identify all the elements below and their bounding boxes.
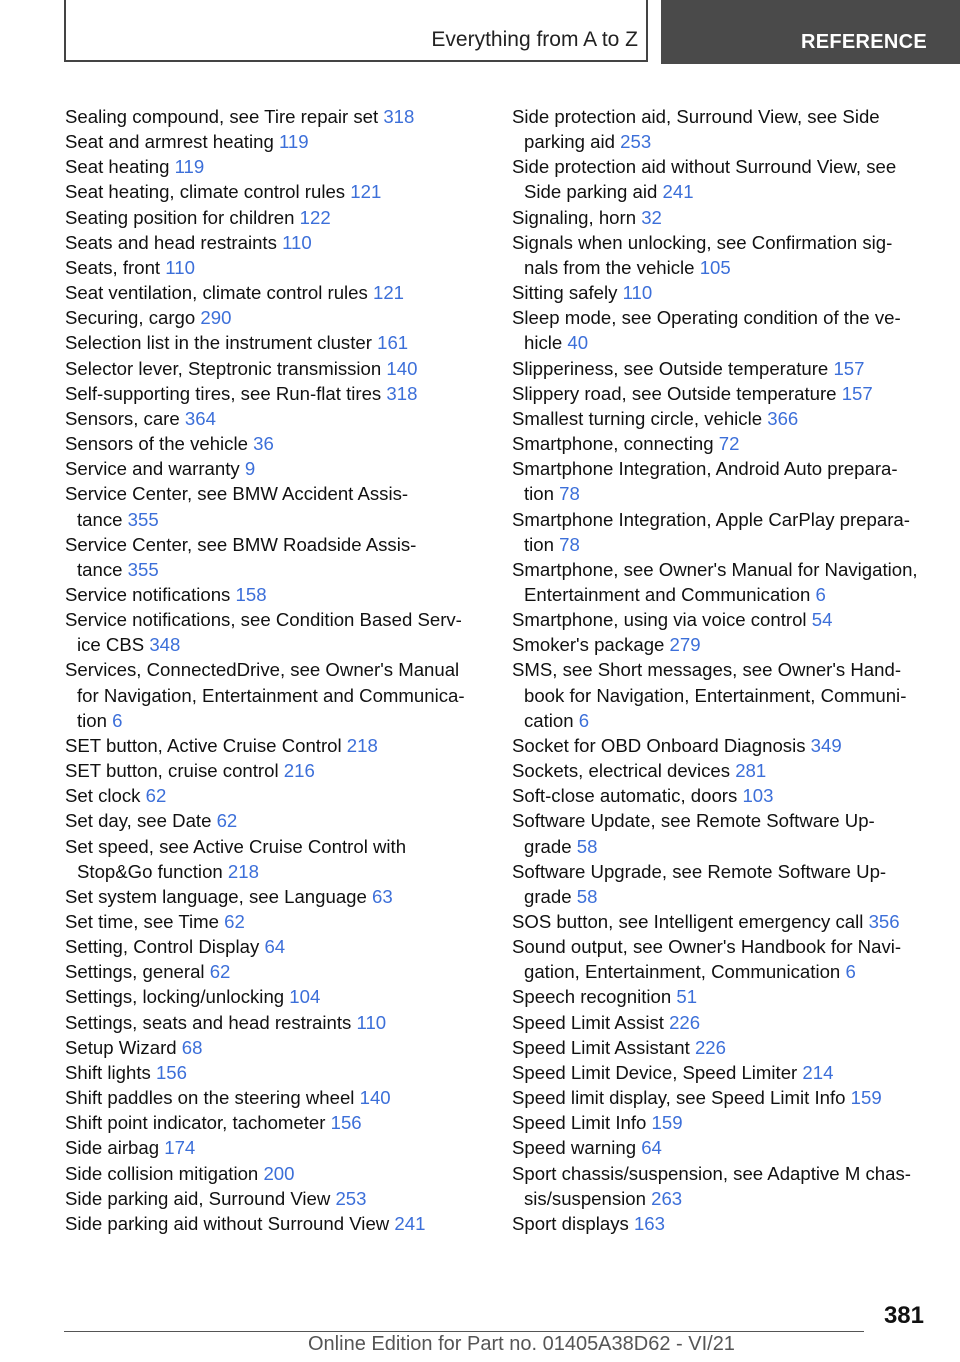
page-number: 381 bbox=[883, 1302, 924, 1329]
index-entry bbox=[512, 1085, 932, 1110]
index-column-right bbox=[512, 104, 932, 1236]
page-link[interactable]: 62 bbox=[224, 911, 245, 932]
index-entry bbox=[65, 959, 485, 984]
entry-text: Speed limit display, see Speed Limit Info bbox=[512, 1087, 851, 1109]
page-link[interactable]: 140 bbox=[359, 1087, 391, 1109]
index-entry bbox=[65, 1010, 485, 1035]
page-link[interactable]: 355 bbox=[127, 508, 159, 530]
entry-text: Shift paddles on the steering wheel bbox=[65, 1087, 360, 1109]
page-link[interactable]: 54 bbox=[811, 609, 833, 631]
index-entry bbox=[65, 1211, 485, 1236]
index-entry bbox=[65, 305, 485, 330]
index-entry bbox=[65, 1060, 485, 1085]
index-entry bbox=[512, 1135, 932, 1160]
index-entry bbox=[512, 934, 932, 984]
entry-text: Slipperiness, see Outside temperature bbox=[512, 357, 834, 379]
entry-text: Settings, general bbox=[65, 961, 210, 983]
reference-tab-label: REFERENCE bbox=[801, 31, 928, 53]
page-link[interactable]: 159 bbox=[651, 1112, 683, 1134]
page-link[interactable]: 119 bbox=[278, 131, 309, 153]
entry-text: tance bbox=[77, 508, 128, 530]
entry-text: Software Update, see Remote Software Up- bbox=[512, 810, 875, 832]
page-link[interactable]: 119 bbox=[174, 156, 205, 178]
entry-text: gation, Entertainment, Communication bbox=[524, 961, 846, 983]
page-link[interactable]: 253 bbox=[335, 1187, 367, 1209]
entry-text: tance bbox=[77, 558, 128, 580]
entry-text: Speed Limit Assist bbox=[512, 1011, 670, 1033]
entry-text: tion bbox=[524, 533, 560, 555]
entry-text: Side collision mitigation bbox=[65, 1162, 264, 1184]
entry-text: SET button, cruise control bbox=[65, 760, 284, 782]
index-entry bbox=[65, 607, 485, 657]
entry-text: Securing, cargo bbox=[65, 307, 201, 329]
index-entry bbox=[65, 330, 485, 355]
entry-text: Seats, front bbox=[65, 256, 166, 278]
entry-text: Smoker's package bbox=[512, 634, 670, 656]
entry-text: Self-supporting tires, see Run-flat tires bbox=[65, 382, 387, 404]
page-link[interactable]: 200 bbox=[263, 1162, 295, 1184]
entry-text: Settings, seats and head restraints bbox=[65, 1011, 357, 1033]
entry-text: nals from the vehicle bbox=[524, 256, 700, 278]
page-link[interactable]: 159 bbox=[850, 1087, 882, 1109]
index-entry bbox=[512, 280, 932, 305]
index-entry bbox=[65, 582, 485, 607]
entry-text: book for Navigation, Entertainment, Communi- bbox=[524, 684, 907, 706]
entry-text: for Navigation, Entertainment and Communica- bbox=[77, 684, 465, 706]
index-entry bbox=[512, 1035, 932, 1060]
index-entry bbox=[65, 280, 485, 305]
index-entry bbox=[65, 657, 485, 732]
entry-text: Slippery road, see Outside temperature bbox=[512, 382, 842, 404]
page-link[interactable]: 64 bbox=[264, 936, 286, 958]
entry-text: Service Center, see BMW Roadside Assis- bbox=[65, 533, 417, 555]
entry-text: Speed Limit Device, Speed Limiter bbox=[512, 1061, 803, 1083]
entry-text: Set speed, see Active Cruise Control with bbox=[65, 835, 407, 857]
index-entry bbox=[512, 557, 932, 607]
index-entry bbox=[65, 1085, 485, 1110]
index-entry bbox=[65, 783, 485, 808]
index-entry bbox=[65, 909, 485, 934]
index-entry bbox=[512, 356, 932, 381]
page-link[interactable]: 218 bbox=[346, 734, 378, 756]
entry-text: Socket for OBD Onboard Diagnosis bbox=[512, 734, 811, 756]
page-link[interactable]: 32 bbox=[641, 206, 662, 228]
page-link[interactable]: 281 bbox=[735, 760, 767, 782]
page-link[interactable]: 253 bbox=[620, 131, 652, 153]
index-entry bbox=[65, 934, 485, 959]
entry-text: Side parking aid without Surround View bbox=[65, 1212, 395, 1234]
entry-text: Seating position for children bbox=[65, 206, 300, 228]
entry-text: Side airbag bbox=[65, 1137, 165, 1159]
index-entry bbox=[65, 1035, 485, 1060]
footer-edition: Online Edition for Part no. 01405A38D62 - VI/21 bbox=[308, 1333, 735, 1355]
index-entry bbox=[65, 1186, 485, 1211]
index-entry bbox=[512, 381, 932, 406]
entry-text: tion bbox=[524, 483, 560, 505]
index-entry bbox=[512, 783, 932, 808]
index-entry bbox=[65, 1135, 485, 1160]
index-entry bbox=[65, 733, 485, 758]
entry-text: sis/suspension bbox=[524, 1187, 652, 1209]
page-link[interactable]: 103 bbox=[742, 785, 774, 807]
entry-text: Seat heating bbox=[65, 156, 175, 178]
entry-text: Service and warranty bbox=[65, 458, 245, 480]
page-link[interactable]: 157 bbox=[841, 382, 873, 404]
page-link[interactable]: 72 bbox=[718, 433, 740, 455]
page-link[interactable]: 161 bbox=[377, 332, 409, 354]
entry-text: grade bbox=[524, 835, 577, 857]
entry-text: Shift lights bbox=[65, 1061, 156, 1083]
page-link[interactable]: 355 bbox=[127, 558, 159, 580]
entry-text: tion bbox=[77, 709, 113, 731]
page-link[interactable]: 174 bbox=[164, 1137, 196, 1159]
entry-text: Set clock bbox=[65, 785, 146, 807]
page-link[interactable]: 62 bbox=[216, 810, 238, 832]
entry-text: cation bbox=[524, 709, 579, 731]
page-link[interactable]: 110 bbox=[622, 282, 653, 304]
index-entry bbox=[512, 758, 932, 783]
entry-text: Speed warning bbox=[512, 1137, 642, 1159]
index-entry bbox=[65, 808, 485, 833]
entry-text: Smallest turning circle, vehicle bbox=[512, 407, 768, 429]
index-entry bbox=[512, 1060, 932, 1085]
page-link[interactable]: 62 bbox=[209, 961, 231, 983]
entry-text: Side parking aid bbox=[524, 181, 663, 203]
entry-text: Side parking aid, Surround View bbox=[65, 1187, 336, 1209]
index-entry bbox=[65, 255, 485, 280]
page-link[interactable]: 226 bbox=[669, 1011, 701, 1033]
page-link[interactable]: 110 bbox=[282, 231, 312, 253]
entry-text: Sport chassis/suspension, see Adaptive M chas- bbox=[512, 1162, 911, 1184]
entry-text: Settings, locking/unlocking bbox=[65, 986, 290, 1008]
page-link[interactable]: 216 bbox=[283, 760, 315, 782]
index-entry bbox=[65, 884, 485, 909]
index-entry bbox=[512, 154, 932, 204]
page-link[interactable]: 263 bbox=[651, 1187, 683, 1209]
entry-text: Side protection aid, Surround View, see Side bbox=[512, 106, 880, 127]
page-link[interactable]: 62 bbox=[145, 785, 167, 807]
entry-text: Signals when unlocking, see Confirmation sig- bbox=[512, 231, 893, 253]
page-link[interactable]: 349 bbox=[810, 734, 842, 756]
page-link[interactable]: 366 bbox=[767, 407, 799, 429]
page-link[interactable]: 348 bbox=[149, 634, 181, 656]
entry-text: Speed Limit Assistant bbox=[512, 1036, 695, 1058]
entry-text: Smartphone Integration, Apple CarPlay prepara- bbox=[512, 508, 910, 530]
page-link[interactable]: 51 bbox=[676, 986, 698, 1008]
index-entry bbox=[512, 104, 932, 154]
page-link[interactable]: 105 bbox=[699, 256, 731, 278]
index-entry bbox=[512, 859, 932, 909]
page-link[interactable]: 121 bbox=[350, 181, 382, 203]
index-entry bbox=[512, 1110, 932, 1135]
entry-text: Sound output, see Owner's Handbook for Navi- bbox=[512, 936, 902, 958]
page-link[interactable]: 364 bbox=[184, 407, 216, 429]
index-entry bbox=[65, 205, 485, 230]
index-entry bbox=[65, 532, 485, 582]
entry-text: Sleep mode, see Operating condition of the ve- bbox=[512, 307, 901, 329]
index-entry bbox=[65, 356, 485, 381]
entry-text: Set day, see Date bbox=[65, 810, 217, 832]
entry-text: Sitting safely bbox=[512, 282, 623, 304]
entry-text: Set system language, see Language bbox=[65, 885, 373, 907]
entry-text: Selection list in the instrument cluster bbox=[65, 332, 378, 354]
page-link[interactable]: 356 bbox=[868, 911, 900, 932]
index-entry bbox=[512, 607, 932, 632]
entry-text: SET button, Active Cruise Control bbox=[65, 734, 347, 756]
entry-text: Seat heating, climate control rules bbox=[65, 181, 351, 203]
page-link[interactable]: 241 bbox=[662, 181, 694, 203]
entry-text: Setting, Control Display bbox=[65, 936, 265, 958]
page-link[interactable]: 122 bbox=[299, 206, 331, 228]
page-link[interactable]: 318 bbox=[383, 106, 415, 127]
index-entry bbox=[65, 984, 485, 1009]
page-link[interactable]: 158 bbox=[235, 583, 267, 605]
entry-text: parking aid bbox=[524, 131, 621, 153]
entry-text: Side protection aid without Surround View, see bbox=[512, 156, 897, 178]
reference-tab bbox=[661, 0, 960, 64]
page-link[interactable]: 40 bbox=[567, 332, 589, 354]
index-entry bbox=[512, 984, 932, 1009]
index-entry bbox=[512, 909, 932, 934]
index-entry bbox=[512, 1161, 932, 1211]
entry-text: Smartphone Integration, Android Auto prepara- bbox=[512, 458, 898, 480]
index-entry bbox=[512, 657, 932, 732]
index-entry bbox=[65, 406, 485, 431]
page-link[interactable]: 279 bbox=[669, 634, 701, 656]
entry-text: grade bbox=[524, 885, 577, 907]
page-link[interactable]: 318 bbox=[386, 382, 418, 404]
page-link[interactable]: 36 bbox=[253, 433, 274, 455]
entry-text: Service notifications, see Condition Based Serv- bbox=[65, 609, 462, 631]
entry-text: ice CBS bbox=[77, 634, 150, 656]
page-link[interactable]: 6 bbox=[815, 583, 826, 605]
index-column-left bbox=[65, 104, 485, 1236]
page-link[interactable]: 163 bbox=[633, 1212, 665, 1234]
page-link[interactable]: 110 bbox=[165, 256, 195, 278]
index-entry bbox=[65, 1110, 485, 1135]
page-link[interactable]: 63 bbox=[372, 885, 393, 907]
index-entry bbox=[512, 632, 932, 657]
index-entry bbox=[512, 406, 932, 431]
page-link[interactable]: 64 bbox=[641, 1137, 662, 1159]
page-link[interactable]: 9 bbox=[244, 458, 256, 480]
index-entry bbox=[512, 230, 932, 280]
entry-text: Sensors, care bbox=[65, 407, 185, 429]
page-link[interactable]: 68 bbox=[181, 1036, 203, 1058]
entry-text: Sealing compound, see Tire repair set bbox=[65, 106, 384, 127]
page-header bbox=[0, 0, 960, 66]
page-link[interactable]: 78 bbox=[559, 483, 580, 505]
index-entry bbox=[512, 733, 932, 758]
entry-text: Shift point indicator, tachometer bbox=[65, 1112, 331, 1134]
index-entry bbox=[512, 456, 932, 506]
index-entry bbox=[65, 104, 485, 129]
footer-divider bbox=[64, 1331, 864, 1332]
index-entry bbox=[65, 456, 485, 481]
index-entry bbox=[65, 481, 485, 531]
page-link[interactable]: 6 bbox=[578, 709, 590, 731]
index-entry bbox=[512, 205, 932, 230]
entry-text: Smartphone, using via voice control bbox=[512, 609, 812, 631]
index-entry bbox=[65, 431, 485, 456]
index-entry bbox=[65, 154, 485, 179]
index-entry bbox=[65, 179, 485, 204]
entry-text: Seat and armrest heating bbox=[65, 131, 279, 153]
entry-text: Seats and head restraints bbox=[65, 231, 283, 253]
page-link[interactable]: 218 bbox=[227, 860, 259, 882]
entry-text: Sockets, electrical devices bbox=[512, 760, 736, 782]
entry-text: Signaling, horn bbox=[512, 206, 642, 228]
index-entry bbox=[65, 381, 485, 406]
entry-text: Setup Wizard bbox=[65, 1036, 182, 1058]
entry-text: Selector lever, Steptronic transmission bbox=[65, 357, 387, 379]
index-entry bbox=[65, 834, 485, 884]
entry-text: Speed Limit Info bbox=[512, 1112, 652, 1134]
page-link[interactable]: 58 bbox=[576, 835, 598, 857]
entry-text: Software Upgrade, see Remote Software Up- bbox=[512, 860, 887, 882]
page-link[interactable]: 290 bbox=[200, 307, 232, 329]
index-entry bbox=[512, 1010, 932, 1035]
index-entry bbox=[65, 758, 485, 783]
index-entry bbox=[65, 1161, 485, 1186]
page-link[interactable]: 156 bbox=[155, 1061, 187, 1083]
entry-text: Smartphone, connecting bbox=[512, 433, 719, 455]
page-link[interactable]: 156 bbox=[330, 1112, 362, 1134]
index-entry bbox=[65, 230, 485, 255]
index-entry bbox=[512, 1211, 932, 1236]
page-link[interactable]: 121 bbox=[372, 282, 405, 304]
page-link[interactable]: 6 bbox=[845, 961, 856, 983]
entry-text: Soft-close automatic, doors bbox=[512, 785, 743, 807]
entry-text: Sensors of the vehicle bbox=[65, 433, 254, 455]
entry-text: Service Center, see BMW Accident Assis- bbox=[65, 483, 409, 505]
index-entry bbox=[512, 431, 932, 456]
page-link[interactable]: 157 bbox=[833, 357, 865, 379]
entry-text: Speech recognition bbox=[512, 986, 677, 1008]
index-entry bbox=[512, 305, 932, 355]
entry-text: SOS button, see Intelligent emergency call bbox=[512, 911, 869, 932]
page-link[interactable]: 104 bbox=[289, 986, 321, 1008]
entry-text: SMS, see Short messages, see Owner's Hand- bbox=[512, 659, 902, 681]
page-link[interactable]: 6 bbox=[112, 709, 123, 731]
page-link[interactable]: 241 bbox=[394, 1212, 426, 1234]
entry-text: hicle bbox=[524, 332, 568, 354]
entry-text: Sport displays bbox=[512, 1212, 634, 1234]
entry-text: Set time, see Time bbox=[65, 911, 225, 932]
page-link[interactable]: 214 bbox=[802, 1061, 834, 1083]
index-entry bbox=[512, 507, 932, 557]
entry-text: Seat ventilation, climate control rules bbox=[65, 282, 373, 304]
entry-text: Entertainment and Communication bbox=[524, 583, 816, 605]
page-link[interactable]: 110 bbox=[356, 1011, 387, 1033]
page-link[interactable]: 140 bbox=[386, 357, 418, 379]
index-entry bbox=[65, 129, 485, 154]
page-link[interactable]: 226 bbox=[694, 1036, 726, 1058]
entry-text: Smartphone, see Owner's Manual for Navigation, bbox=[512, 558, 918, 580]
entry-text: Service notifications bbox=[65, 583, 236, 605]
index-entry bbox=[512, 808, 932, 858]
entry-text: Services, ConnectedDrive, see Owner's Manual bbox=[65, 659, 460, 681]
section-title: Everything from A to Z bbox=[431, 28, 638, 51]
page-link[interactable]: 58 bbox=[576, 885, 598, 907]
entry-text: Stop&Go function bbox=[77, 860, 228, 882]
page-link[interactable]: 78 bbox=[559, 533, 580, 555]
